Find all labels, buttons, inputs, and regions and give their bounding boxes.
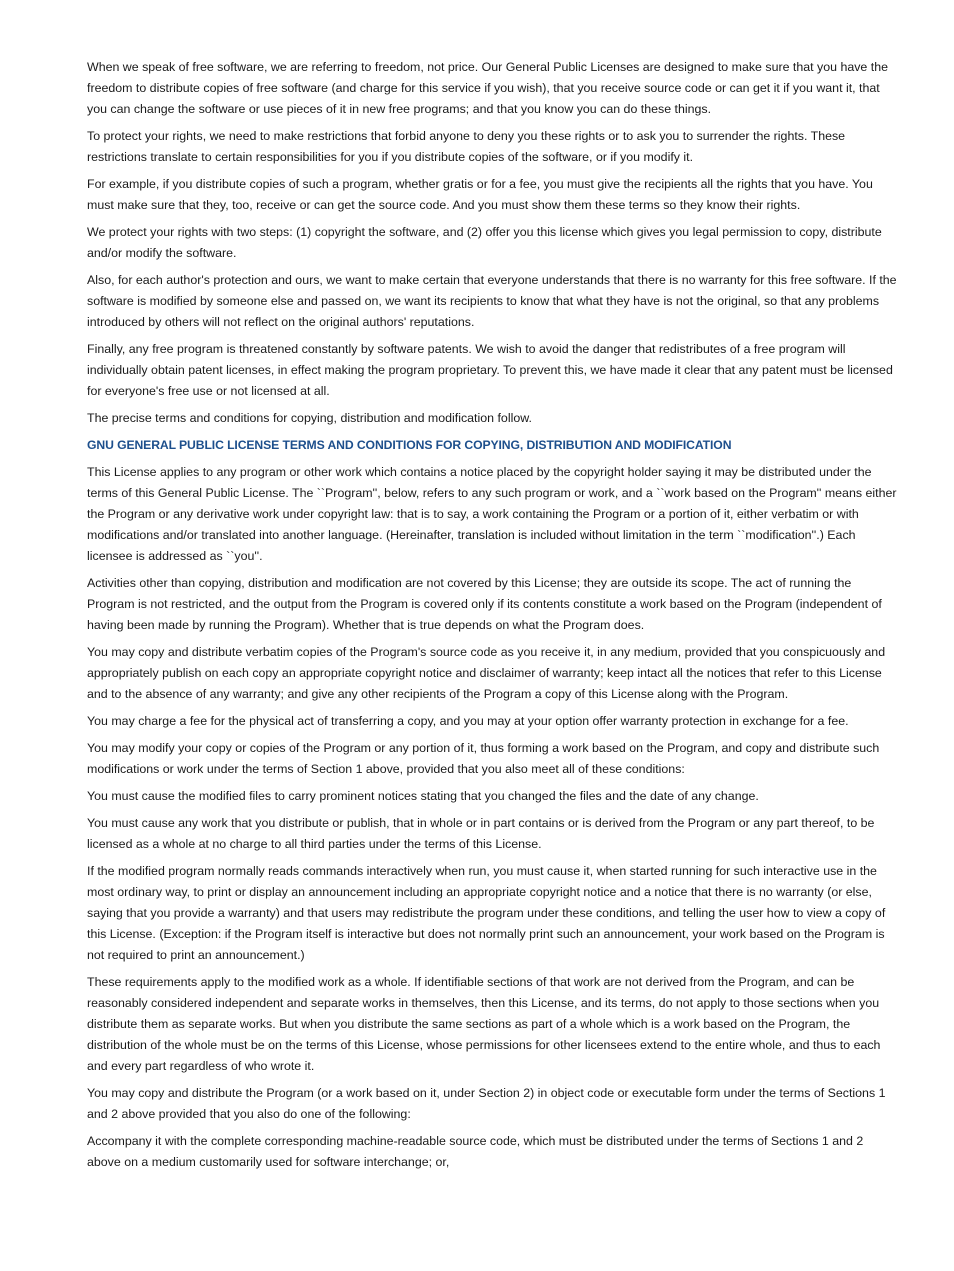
terms-paragraph: You may charge a fee for the physical act of transferring a copy, and you may at your option offer warranty protection in exchange for a fee. — [87, 714, 849, 728]
license-document — [87, 57, 898, 1179]
terms-paragraph: You may copy and distribute the Program (or a work based on it, under Section 2) in object code or executable form under the terms of Sections 1 and 2 above provided that you also do one of the following: — [87, 1086, 886, 1121]
preamble-paragraph: We protect your rights with two steps: (1) copyright the software, and (2) offer you this license which gives you legal permission to copy, distribute and/or modify the software. — [87, 225, 882, 260]
terms-paragraph: You may modify your copy or copies of the Program or any portion of it, thus forming a work based on the Program, and copy and distribute such modifications or work under the terms of Section 1 above, provided that you also meet all of these conditions: — [87, 741, 880, 776]
preamble-paragraph: The precise terms and conditions for copying, distribution and modification follow. — [87, 411, 532, 425]
preamble-paragraph: Finally, any free program is threatened constantly by software patents. We wish to avoid the danger that redistributes of a free program will individually obtain patent licenses, in effect making the program proprietary. To prevent this, we have made it clear that any patent must be licensed for everyone's free use or not licensed at all. — [87, 342, 893, 398]
preamble-paragraph: When we speak of free software, we are referring to freedom, not price. Our General Public Licenses are designed to make sure that you have the freedom to distribute copies of free software (and charge for this service if you wish), that you receive source code or can get it if you want it, that you can change the software or use pieces of it in new free programs; and that you know you can do these things. — [87, 60, 888, 116]
terms-paragraph: Accompany it with the complete corresponding machine-readable source code, which must be distributed under the terms of Sections 1 and 2 above on a medium customarily used for software interchange; or, — [87, 1134, 864, 1169]
terms-paragraph: You must cause any work that you distribute or publish, that in whole or in part contains or is derived from the Program or any part thereof, to be licensed as a whole at no charge to all third parties under the terms of this License. — [87, 816, 875, 851]
preamble-paragraph: For example, if you distribute copies of such a program, whether gratis or for a fee, you must give the recipients all the rights that you have. You must make sure that they, too, receive or can get the source code. And you must show them these terms so they know their rights. — [87, 177, 873, 212]
terms-paragraph: These requirements apply to the modified work as a whole. If identifiable sections of that work are not derived from the Program, and can be reasonably considered independent and separate works in themselves, then this License, and its terms, do not apply to those sections when you distribute them as separate works. But when you distribute the same sections as part of a whole which is a work based on the Program, the distribution of the whole must be on the terms of this License, whose permissions for other licensees extend to the entire whole, and thus to each and every part regardless of who wrote it. — [87, 975, 881, 1073]
terms-paragraph: Activities other than copying, distribution and modification are not covered by this License; they are outside its scope. The act of running the Program is not restricted, and the output from the Program is covered only if its contents constitute a work based on the Program (independent of having been made by running the Program). Whether that is true depends on what the Program does. — [87, 576, 882, 632]
terms-paragraph: You must cause the modified files to carry prominent notices stating that you changed the files and the date of any change. — [87, 789, 759, 803]
preamble-paragraph: Also, for each author's protection and ours, we want to make certain that everyone understands that there is no warranty for this free software. If the software is modified by someone else and passed on, we want its recipients to know that what they have is not the original, so that any problems introduced by others will not reflect on the original authors' reputations. — [87, 273, 897, 329]
terms-paragraph: You may copy and distribute verbatim copies of the Program's source code as you receive it, in any medium, provided that you conspicuously and appropriately publish on each copy an appropriate copyright notice and disclaimer of warranty; keep intact all the notices that refer to this License and to the absence of any warranty; and give any other recipients of the Program a copy of this License along with the Program. — [87, 645, 886, 701]
preamble-paragraph: To protect your rights, we need to make restrictions that forbid anyone to deny you these rights or to ask you to surrender the rights. These restrictions translate to certain responsibilities for you if you distribute copies of the software, or if you modify it. — [87, 129, 846, 164]
terms-paragraph: This License applies to any program or other work which contains a notice placed by the copyright holder saying it may be distributed under the terms of this General Public License. The ``Program'', below, refers to any such program or work, and a ``work based on the Program'' means either the Program or any derivative work under copyright law: that is to say, a work containing the Program or a portion of it, either verbatim or with modifications and/or translated into another language. (Hereinafter, translation is included without limitation in the term ``modification''.) Each licensee is addressed as ``you''. — [87, 465, 897, 563]
terms-heading: GNU GENERAL PUBLIC LICENSE TERMS AND CONDITIONS FOR COPYING, DISTRIBUTION AND MODIFICATION — [87, 438, 732, 452]
terms-paragraph: If the modified program normally reads commands interactively when run, you must cause it, when started running for such interactive use in the most ordinary way, to print or display an announcement including an appropriate copyright notice and a notice that there is no warranty (or else, saying that you provide a warranty) and that users may redistribute the program under these conditions, and telling the user how to view a copy of this License. (Exception: if the Program itself is interactive but does not normally print such an announcement, your work based on the Program is not required to print an announcement.) — [87, 864, 886, 962]
